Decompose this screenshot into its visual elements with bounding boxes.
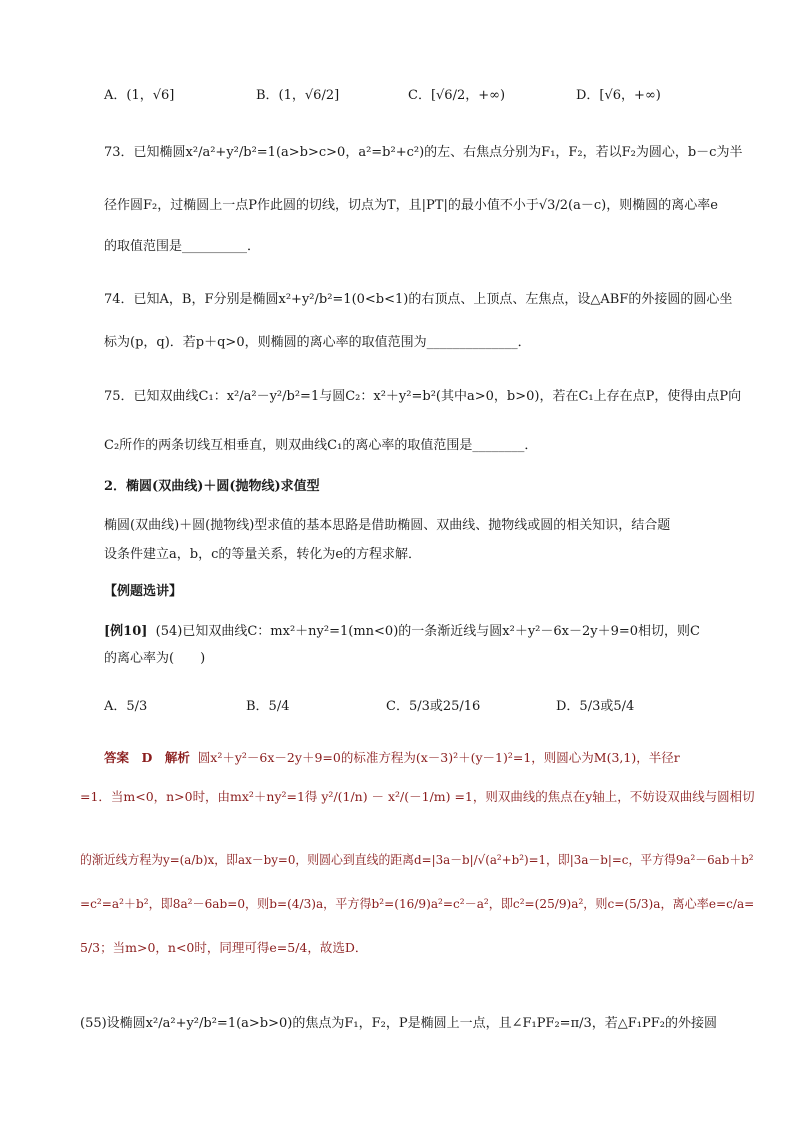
q75-line-1: 75．已知双曲线C₁：x²/a²－y²/b²=1与圆C₂：x²＋y²=b²(其中a>0，b>0)，若在C₁上存在点P，使得由点P向 xyxy=(104,389,742,404)
q55-line-1: (55)设椭圆x²/a²+y²/b²=1(a>b>0)的焦点为F₁，F₂，P是椭圆上一点，且∠F₁PF₂=π/3，若△F₁PF₂的外接圆 xyxy=(80,1016,717,1031)
q74-line-1: 74．已知A，B，F分别是椭圆x²+y²/b²=1(0<b<1)的右顶点、上顶点、左焦点，设△ABF的外接圆的圆心坐 xyxy=(104,292,733,307)
q72-option-c: C．[√6/2，+∞) xyxy=(408,88,506,103)
example-tag: [例10] xyxy=(104,624,148,639)
q74-line-2: 标为(p，q)．若p＋q>0，则椭圆的离心率的取值范围为______________． xyxy=(104,335,531,350)
answer-line-3: 的渐近线方程为y=(a/b)x，即ax－by=0，则圆心到直线的距离d=|3a－b|/√(a²+b²)=1，即|3a－b|=c，平方得9a²－6ab＋b² xyxy=(80,852,754,867)
q73-line-2: 径作圆F₂，过椭圆上一点P作此圆的切线，切点为T，且|PT|的最小值不小于√3/2(a－c)，则椭圆的离心率e xyxy=(104,198,718,213)
example-10-option-d: D．5/3或5/4 xyxy=(556,699,635,714)
example-10-line-1 xyxy=(104,622,700,642)
example-10-option-c: C．5/3或25/16 xyxy=(386,699,481,714)
example-10-text: (54)已知双曲线C：mx²＋ny²=1(mn<0)的一条渐近线与圆x²＋y²－6x－2y＋9=0相切，则C xyxy=(155,624,700,639)
example-10-option-b: B．5/4 xyxy=(246,699,290,714)
q72-option-a: A．(1，√6] xyxy=(104,88,175,103)
answer-line-5: 5/3；当m>0，n<0时，同理可得e=5/4，故选D． xyxy=(80,940,368,955)
section-heading: 2．椭圆(双曲线)＋圆(抛物线)求值型 xyxy=(104,479,320,494)
example-10-option-a: A．5/3 xyxy=(104,699,148,714)
answer-line-2: =1．当m<0，n>0时，由mx²＋ny²=1得 y²/(1/n) － x²/(－1/m) =1，则双曲线的焦点在y轴上，不妨设双曲线与圆相切 xyxy=(80,789,755,804)
section-paragraph-2: 设条件建立a，b，c的等量关系，转化为e的方程求解． xyxy=(104,547,422,562)
q75-line-2: C₂所作的两条切线互相垂直，则双曲线C₁的离心率的取值范围是________． xyxy=(104,438,538,453)
q73-line-1: 73．已知椭圆x²/a²+y²/b²=1(a>b>c>0，a²=b²+c²)的左、右焦点分别为F₁，F₂，若以F₂为圆心，b－c为半 xyxy=(104,145,743,160)
example-10-line-2: 的离心率为( ) xyxy=(104,651,206,666)
answer-label: 答案 D 解析 xyxy=(104,750,190,765)
answer-line-4: =c²=a²＋b²，即8a²－6ab=0，则b=(4/3)a，平方得b²=(16/9)a²=c²－a²，即c²=(25/9)a²，则c=(5/3)a，离心率e=c/a= xyxy=(80,896,755,911)
q72-option-b: B．(1，√6/2] xyxy=(256,88,340,103)
answer-text-1: 圆x²＋y²－6x－2y＋9=0的标准方程为(x－3)²＋(y－1)²=1，则圆心为M(3,1)，半径r xyxy=(197,750,680,765)
examples-heading: 【例题选讲】 xyxy=(104,584,183,599)
q73-line-3: 的取值范围是__________． xyxy=(104,239,261,254)
answer-line-1 xyxy=(104,748,680,768)
section-paragraph-1: 椭圆(双曲线)＋圆(抛物线)型求值的基本思路是借助椭圆、双曲线、抛物线或圆的相关知识，结合题 xyxy=(104,518,671,533)
q72-option-d: D．[√6，+∞) xyxy=(576,88,661,103)
